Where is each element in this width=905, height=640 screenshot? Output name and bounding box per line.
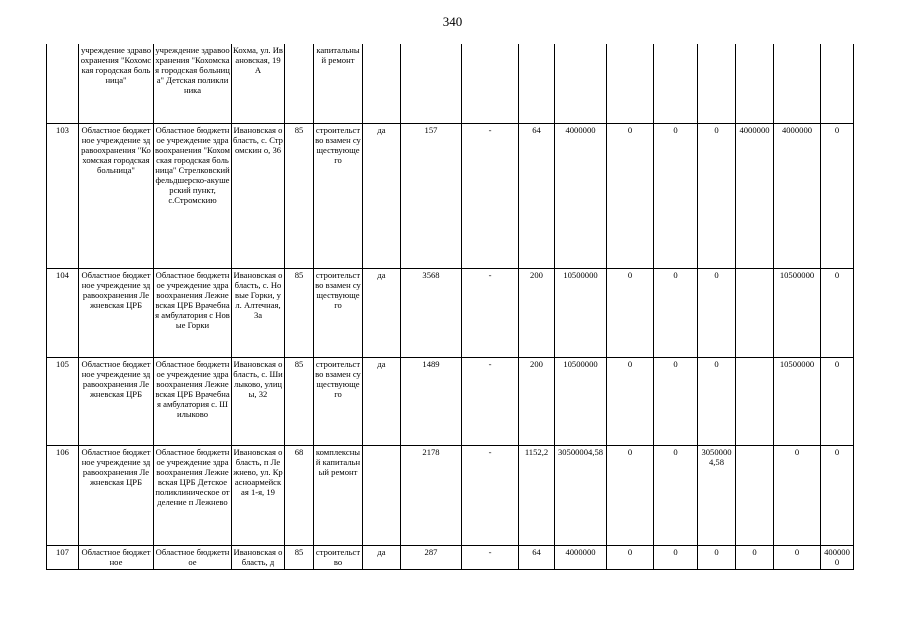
cell-object xyxy=(154,446,232,546)
cell-customer: Областное бюджетное учреждение здравоохранения "Кохомская городская больница" xyxy=(79,124,154,269)
cell-num: 107 xyxy=(47,546,79,570)
cell-power: 200 xyxy=(519,269,555,358)
cell-f3: 0 xyxy=(698,358,736,446)
cell-customer: Областное бюджетное xyxy=(79,546,154,570)
cell-year xyxy=(285,44,314,124)
cell-object xyxy=(154,44,232,124)
cell-f6: 0 xyxy=(821,446,854,546)
cell-f1 xyxy=(607,44,654,124)
table-body xyxy=(47,44,854,570)
cell-f1: 0 xyxy=(607,269,654,358)
cell-address: Ивановская область, п Лежнево, ул. Красноармейская 1-я, 19 xyxy=(232,446,285,546)
cell-f3 xyxy=(698,44,736,124)
table-row xyxy=(47,44,854,124)
cell-num: 104 xyxy=(47,269,79,358)
cell-f4 xyxy=(736,446,774,546)
cell-dash: - xyxy=(462,446,519,546)
cell-f3: 0 xyxy=(698,124,736,269)
cell-area: 3568 xyxy=(401,269,462,358)
cell-area: 2178 xyxy=(401,446,462,546)
table-row xyxy=(47,546,854,570)
cell-year: 85 xyxy=(285,124,314,269)
cell-customer: учреждение здравоохранения "Кохомская городская больница" xyxy=(79,44,154,124)
cell-area xyxy=(401,44,462,124)
cell-f5: 10500000 xyxy=(774,269,821,358)
cell-f1: 0 xyxy=(607,124,654,269)
object-line: учреждение здравоохранения "Кохомская городская больница" Детская поликлиника xyxy=(155,45,230,95)
table-row xyxy=(47,124,854,269)
cell-work: строительство xyxy=(314,546,363,570)
cell-f1: 0 xyxy=(607,358,654,446)
cell-year: 85 xyxy=(285,269,314,358)
cell-f5: 10500000 xyxy=(774,358,821,446)
object-line: Областное бюджетное учреждение здравоохранения Лежневская ЦРБ Врачебная амбулатория с. Шилыково xyxy=(155,359,230,419)
cell-f6: 4000000 xyxy=(821,546,854,570)
cell-power xyxy=(519,44,555,124)
cell-total xyxy=(555,44,607,124)
cell-f2: 0 xyxy=(654,546,698,570)
cell-customer: Областное бюджетное учреждение здравоохранения Лежневская ЦРБ xyxy=(79,358,154,446)
cell-dash: - xyxy=(462,269,519,358)
cell-customer: Областное бюджетное учреждение здравоохранения Лежневская ЦРБ xyxy=(79,446,154,546)
cell-f6: 0 xyxy=(821,124,854,269)
cell-num: 103 xyxy=(47,124,79,269)
cell-f2: 0 xyxy=(654,446,698,546)
table-row xyxy=(47,446,854,546)
cell-f5 xyxy=(774,44,821,124)
cell-object xyxy=(154,124,232,269)
cell-num xyxy=(47,44,79,124)
object-line: Областное бюджетное учреждение здравоохранения Лежневская ЦРБ Детское поликлиническое отделение п Лежнево xyxy=(155,447,230,507)
cell-total: 10500000 xyxy=(555,358,607,446)
object-line: Областное бюджетное учреждение здравоохранения Лежневская ЦРБ Врачебная амбулатория с Новые Горки xyxy=(155,270,230,330)
cell-f5: 0 xyxy=(774,446,821,546)
cell-flag xyxy=(363,446,401,546)
cell-area: 287 xyxy=(401,546,462,570)
cell-object xyxy=(154,546,232,570)
cell-address: Кохма, ул. Ивановская, 19А xyxy=(232,44,285,124)
page-number: 340 xyxy=(442,14,463,29)
cell-f1: 0 xyxy=(607,446,654,546)
cell-total: 10500000 xyxy=(555,269,607,358)
cell-f4 xyxy=(736,269,774,358)
cell-f2: 0 xyxy=(654,124,698,269)
cell-customer: Областное бюджетное учреждение здравоохранения Лежневская ЦРБ xyxy=(79,269,154,358)
cell-num: 105 xyxy=(47,358,79,446)
cell-total: 4000000 xyxy=(555,546,607,570)
cell-object xyxy=(154,269,232,358)
cell-address: Ивановская область, д xyxy=(232,546,285,570)
cell-address: Ивановская область, с. Шилыково, улицы, 32 xyxy=(232,358,285,446)
cell-power: 1152,2 xyxy=(519,446,555,546)
cell-f1: 0 xyxy=(607,546,654,570)
cell-area: 157 xyxy=(401,124,462,269)
cell-work: капитальный ремонт xyxy=(314,44,363,124)
cell-f3: 30500004,58 xyxy=(698,446,736,546)
object-line: Областное бюджетное учреждение здравоохранения "Кохомская городская больница" Стрелковский фельдшерско-акушерский пункт, xyxy=(155,125,230,195)
cell-f6 xyxy=(821,44,854,124)
cell-work: комплексный капитальный ремонт xyxy=(314,446,363,546)
cell-num: 106 xyxy=(47,446,79,546)
cell-power: 200 xyxy=(519,358,555,446)
cell-address: Ивановская область, с. Новые Горки, ул. Алтечная, 3а xyxy=(232,269,285,358)
cell-object xyxy=(154,358,232,446)
cell-power: 64 xyxy=(519,546,555,570)
cell-year: 85 xyxy=(285,358,314,446)
cell-f3: 0 xyxy=(698,546,736,570)
cell-f6: 0 xyxy=(821,269,854,358)
cell-address: Ивановская область, с. Стромскин о, 36 xyxy=(232,124,285,269)
cell-work: строительство взамен существующего xyxy=(314,269,363,358)
investment-table xyxy=(46,44,854,570)
cell-year: 68 xyxy=(285,446,314,546)
cell-total: 4000000 xyxy=(555,124,607,269)
cell-f5: 4000000 xyxy=(774,124,821,269)
cell-work: строительство взамен существующего xyxy=(314,124,363,269)
cell-year: 85 xyxy=(285,546,314,570)
cell-flag xyxy=(363,44,401,124)
cell-f3: 0 xyxy=(698,269,736,358)
cell-power: 64 xyxy=(519,124,555,269)
cell-dash xyxy=(462,44,519,124)
cell-f4: 0 xyxy=(736,546,774,570)
cell-f4 xyxy=(736,358,774,446)
table-row xyxy=(47,358,854,446)
cell-f4 xyxy=(736,44,774,124)
cell-dash: - xyxy=(462,358,519,446)
cell-flag: да xyxy=(363,358,401,446)
cell-dash: - xyxy=(462,124,519,269)
cell-total: 30500004,58 xyxy=(555,446,607,546)
cell-work: строительство взамен существующего xyxy=(314,358,363,446)
cell-f2 xyxy=(654,44,698,124)
cell-f2: 0 xyxy=(654,269,698,358)
cell-f6: 0 xyxy=(821,358,854,446)
cell-flag: да xyxy=(363,546,401,570)
cell-f4: 4000000 xyxy=(736,124,774,269)
table-row xyxy=(47,269,854,358)
cell-f5: 0 xyxy=(774,546,821,570)
cell-flag: да xyxy=(363,124,401,269)
object-line: Областное бюджетное xyxy=(155,547,230,567)
object-line: с.Стромскию xyxy=(168,195,217,205)
cell-area: 1489 xyxy=(401,358,462,446)
cell-dash: - xyxy=(462,546,519,570)
cell-flag: да xyxy=(363,269,401,358)
cell-f2: 0 xyxy=(654,358,698,446)
